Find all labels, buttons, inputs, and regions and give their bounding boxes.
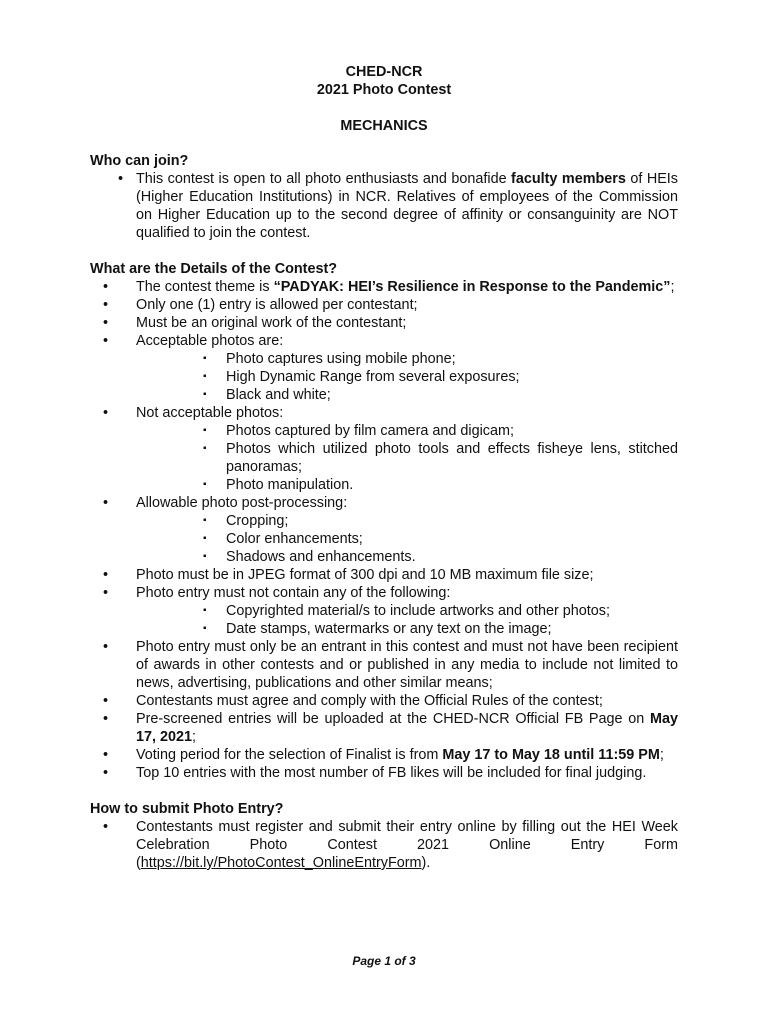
- list-item: • This contest is open to all photo enthusiasts and bonafide faculty members of HEIs (Higher Education Institutions) in NCR. Relatives of employees of the Commission on Higher Education up to the second degree of affinity or consanguinity are NOT qualified to join the contest.: [118, 171, 679, 241]
- submit-heading: How to submit Photo Entry?: [90, 801, 284, 817]
- list-item: • Pre-screened entries will be uploaded at the CHED-NCR Official FB Page on May 17, 2021;: [103, 711, 678, 745]
- sub-list-item: ▪ Color enhancements;: [203, 531, 363, 547]
- list-item: • Photo must be in JPEG format of 300 dpi and 10 MB maximum file size;: [103, 567, 594, 583]
- list-item: • Allowable photo post-processing:: [103, 495, 348, 511]
- sub-list-item: ▪ Photos which utilized photo tools and effects fisheye lens, stitched panoramas;: [203, 441, 678, 475]
- mechanics-title: MECHANICS: [340, 118, 428, 134]
- sub-list-item: ▪ Date stamps, watermarks or any text on the image;: [203, 621, 552, 637]
- who-list: [90, 170, 678, 242]
- list-item: • Must be an original work of the contestant;: [103, 315, 407, 331]
- who-can-join-heading: Who can join?: [90, 153, 189, 169]
- entry-form-link[interactable]: https://bit.ly/PhotoContest_OnlineEntryForm: [140, 855, 422, 871]
- sub-list-item: ▪ Photos captured by film camera and digicam;: [203, 423, 514, 439]
- list-item: • Not acceptable photos:: [103, 405, 284, 421]
- details-list: [90, 278, 678, 782]
- sub-list-item: ▪ Black and white;: [203, 387, 331, 403]
- sub-list-item: ▪ Cropping;: [203, 513, 289, 529]
- contest-details-heading: What are the Details of the Contest?: [90, 261, 338, 277]
- sub-list-item: ▪ High Dynamic Range from several exposures;: [203, 369, 520, 385]
- sub-list-item: ▪ Photo captures using mobile phone;: [203, 351, 456, 367]
- list-item: • The contest theme is “PADYAK: HEI’s Resilience in Response to the Pandemic”;: [103, 279, 675, 295]
- list-item: • Top 10 entries with the most number of FB likes will be included for final judging.: [103, 765, 647, 781]
- submit-list: [90, 818, 678, 872]
- page-number: Page 1 of 3: [352, 954, 416, 968]
- org-title: CHED-NCR: [345, 64, 423, 80]
- list-item: • Voting period for the selection of Finalist is from May 17 to May 18 until 11:59 PM;: [103, 747, 664, 763]
- list-item: • Contestants must agree and comply with the Official Rules of the contest;: [103, 693, 603, 709]
- document-body: [90, 152, 678, 872]
- sub-list-item: ▪ Copyrighted material/s to include artworks and other photos;: [203, 603, 610, 619]
- list-item: • Contestants must register and submit their entry online by filling out the HEI Week Celebration Photo Contest 2021 Online Entry Form (https://bit.ly/PhotoContest_OnlineEntryForm).: [103, 819, 678, 871]
- list-item: • Only one (1) entry is allowed per contestant;: [103, 297, 418, 313]
- list-item: • Acceptable photos are:: [103, 333, 284, 349]
- sub-list-item: ▪ Shadows and enhancements.: [203, 549, 416, 565]
- list-item: • Photo entry must not contain any of the following:: [103, 585, 451, 601]
- sub-list-item: ▪ Photo manipulation.: [203, 477, 354, 493]
- bullet: •: [118, 171, 124, 187]
- contest-title: 2021 Photo Contest: [316, 82, 452, 98]
- list-item: • Photo entry must only be an entrant in this contest and must not have been recipient of awards in other contests and or published in any media to include not limited to news, advertising, publications and other similar means;: [103, 639, 678, 691]
